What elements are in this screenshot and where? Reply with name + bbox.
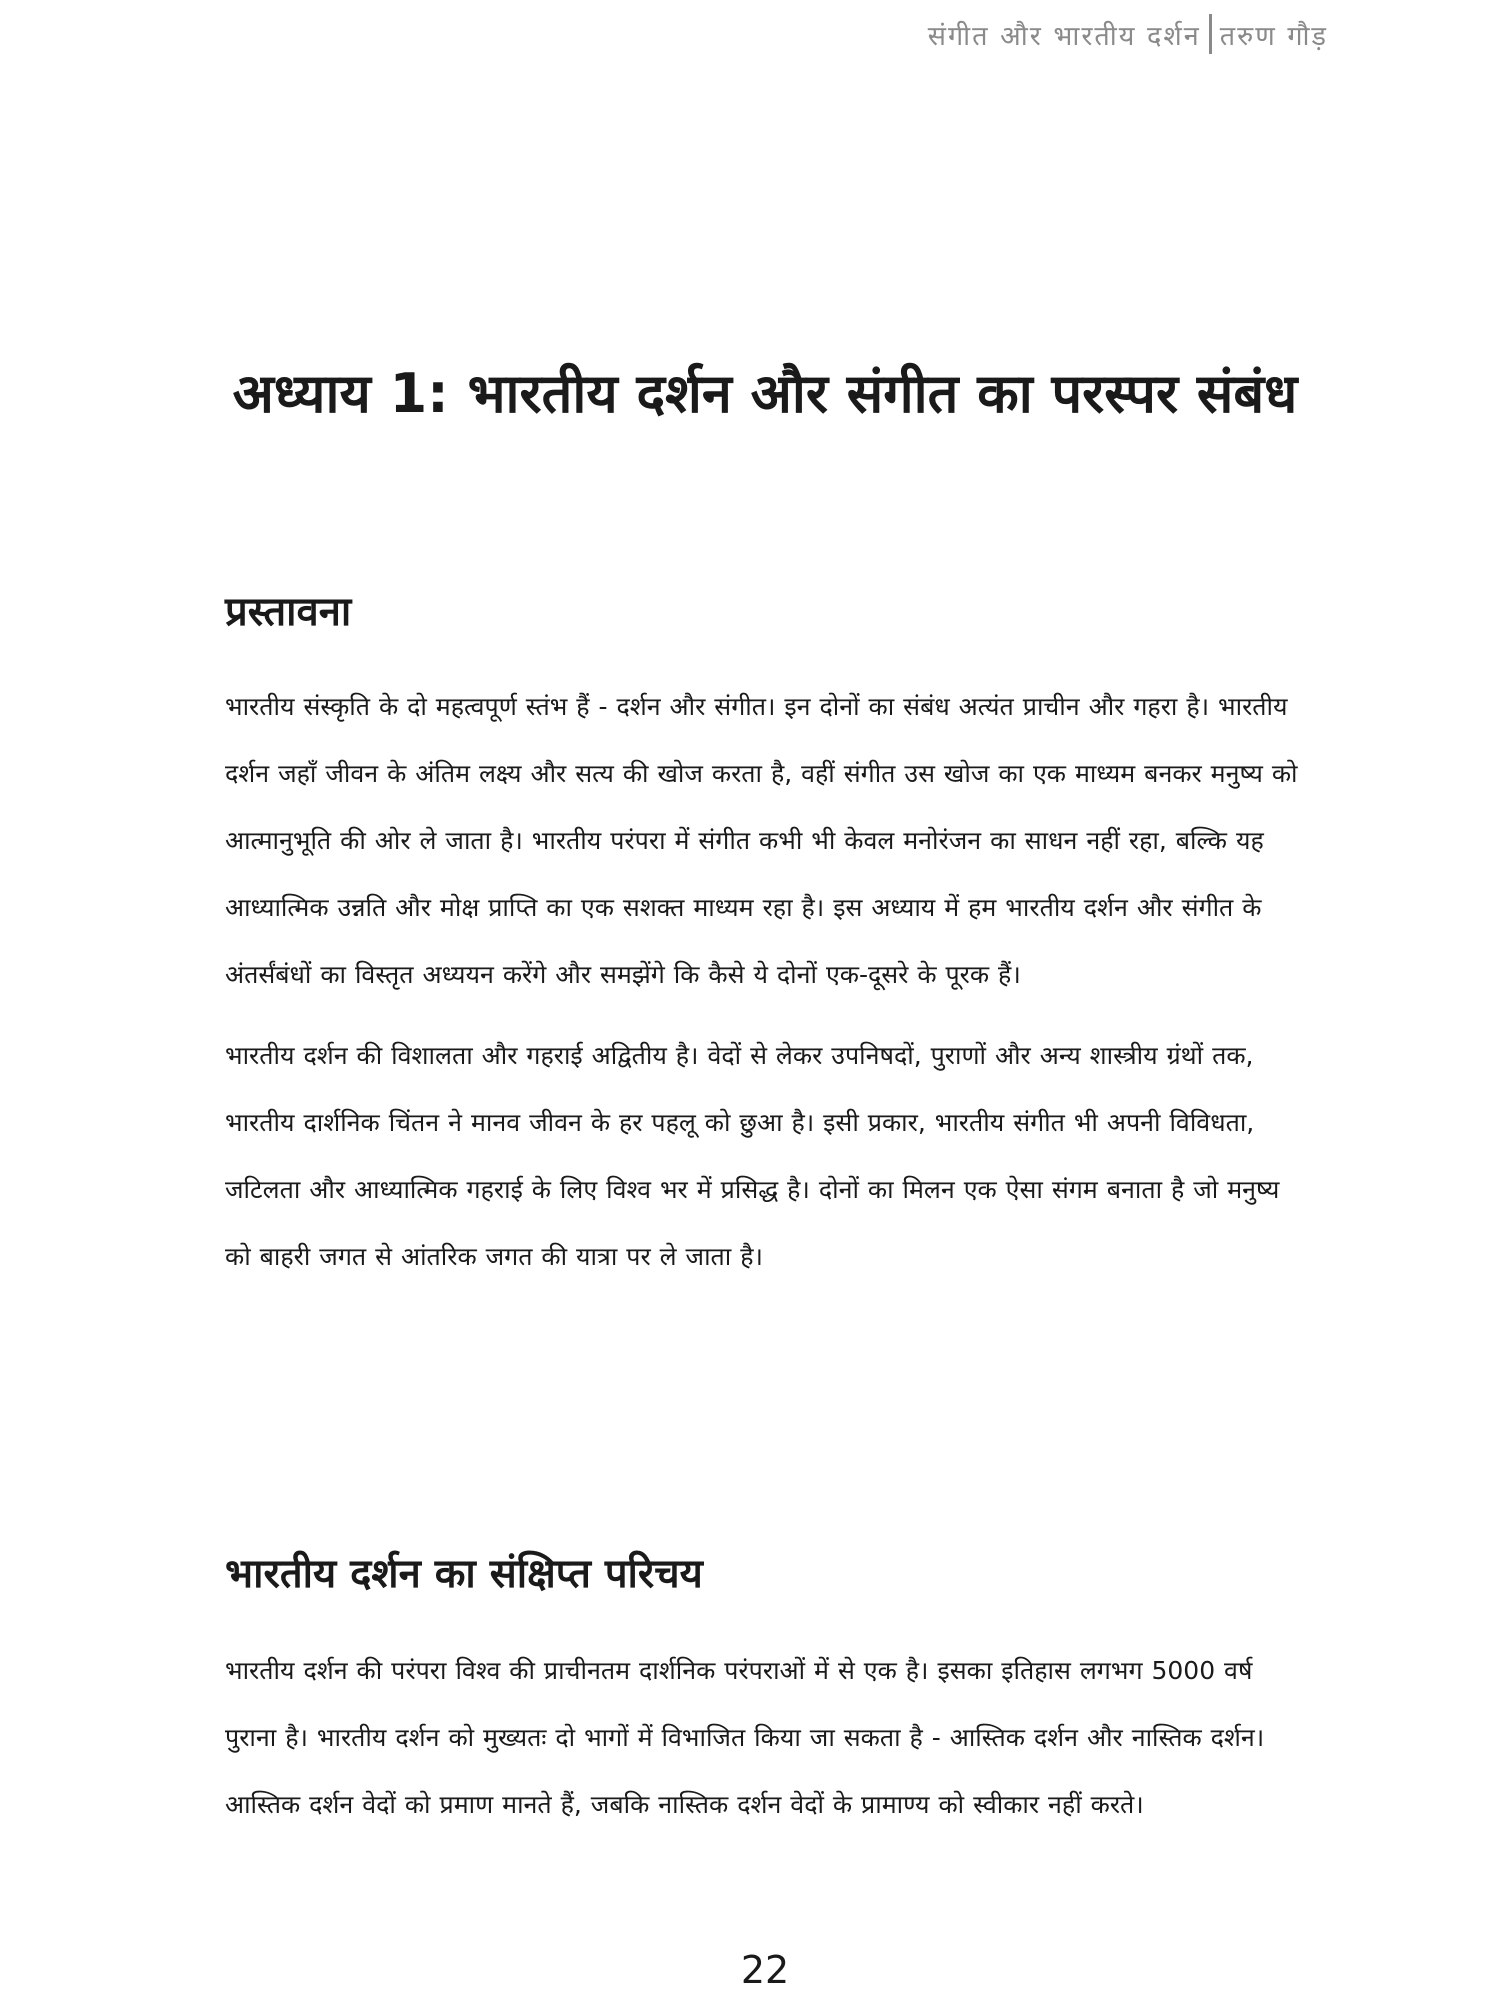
section-philosophy-overview (225, 1544, 1305, 1838)
header-author: तरुण गौड़ (1219, 20, 1328, 52)
page-number: 22 (740, 1948, 790, 1992)
section-heading: प्रस्तावना (225, 589, 352, 635)
section-introduction (225, 582, 1305, 1290)
paragraph: भारतीय संस्कृति के दो महत्वपूर्ण स्तंभ हैं - दर्शन और संगीत। इन दोनों का संबंध अत्यंत प्राचीन और गहरा है। भारतीय दर्शन जहाँ जीवन के अंतिम लक्ष्य और सत्य की खोज करता है, वहीं संगीत उस खोज का एक माध्यम बनकर मनुष्य को आत्मानुभूति की ओर ले जाता है। भारतीय परंपरा में संगीत कभी भी केवल मनोरंजन का साधन नहीं रहा, बल्कि यह आध्यात्मिक उन्नति और मोक्ष प्राप्ति का एक सशक्त माध्यम रहा है। इस अध्याय में हम भारतीय दर्शन और संगीत के अंतर्संबंधों का विस्तृत अध्ययन करेंगे और समझेंगे कि कैसे ये दोनों एक-दूसरे के पूरक हैं। (225, 692, 1298, 989)
section-heading: भारतीय दर्शन का संक्षिप्त परिचय (225, 1551, 703, 1597)
header-separator (1209, 14, 1212, 54)
paragraph: भारतीय दर्शन की विशालता और गहराई अद्वितीय है। वेदों से लेकर उपनिषदों, पुराणों और अन्य शास्त्रीय ग्रंथों तक, भारतीय दार्शनिक चिंतन ने मानव जीवन के हर पहलू को छुआ है। इसी प्रकार, भारतीय संगीत भी अपनी विविधता, जटिलता और आध्यात्मिक गहराई के लिए विश्व भर में प्रसिद्ध है। दोनों का मिलन एक ऐसा संगम बनाता है जो मनुष्य को बाहरी जगत से आंतरिक जगत की यात्रा पर ले जाता है। (225, 1041, 1280, 1271)
chapter-title: अध्याय 1: भारतीय दर्शन और संगीत का परस्पर संबंध (232, 362, 1298, 425)
running-header (928, 14, 1328, 54)
header-book-title: संगीत और भारतीय दर्शन (927, 20, 1201, 52)
paragraph: भारतीय दर्शन की परंपरा विश्व की प्राचीनतम दार्शनिक परंपराओं में से एक है। इसका इतिहास लगभग 5000 वर्ष पुराना है। भारतीय दर्शन को मुख्यतः दो भागों में विभाजित किया जा सकता है - आस्तिक दर्शन और नास्तिक दर्शन। आस्तिक दर्शन वेदों को प्रमाण मानते हैं, जबकि नास्तिक दर्शन वेदों के प्रामाण्य को स्वीकार नहीं करते। (225, 1656, 1265, 1819)
